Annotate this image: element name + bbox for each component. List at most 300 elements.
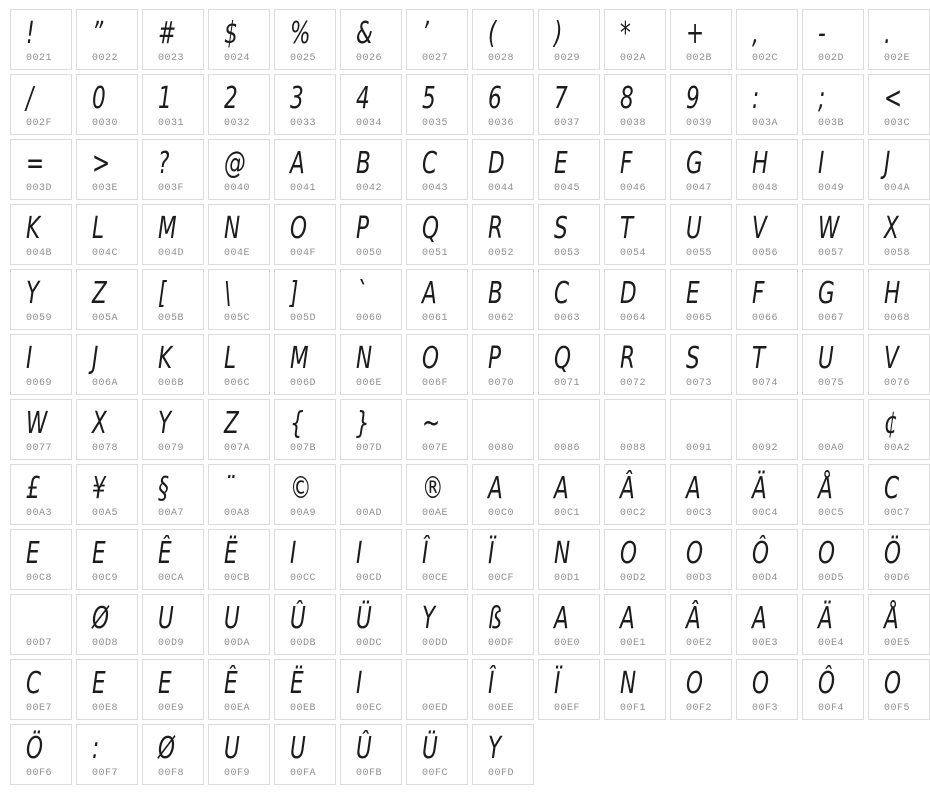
glyph-row xyxy=(8,72,930,137)
glyph-preview: Z xyxy=(92,276,107,311)
glyph-cell xyxy=(142,74,204,135)
unicode-code-label: 00F8 xyxy=(158,768,185,779)
glyph-cell xyxy=(10,659,72,720)
glyph-preview: V xyxy=(752,211,767,246)
glyph-preview: Ô xyxy=(752,536,770,571)
glyph-preview: A xyxy=(488,471,503,506)
glyph-preview: Û xyxy=(356,731,372,766)
unicode-code-label: 00DF xyxy=(488,638,515,649)
glyph-cell xyxy=(670,139,732,200)
glyph-preview: ¥ xyxy=(92,471,106,506)
glyph-preview: ! xyxy=(26,16,35,51)
glyph-cell xyxy=(670,399,732,460)
unicode-code-label: 0040 xyxy=(224,183,251,194)
glyph-preview: ( xyxy=(488,16,497,51)
glyph-cell xyxy=(604,74,666,135)
glyph-preview: N xyxy=(554,536,571,571)
unicode-code-label: 003F xyxy=(158,183,185,194)
unicode-code-label: 00C1 xyxy=(554,508,581,519)
glyph-preview: E xyxy=(92,536,106,571)
glyph-preview: : xyxy=(752,81,760,116)
unicode-code-label: 0021 xyxy=(26,53,53,64)
unicode-code-label: 0058 xyxy=(884,248,911,259)
glyph-cell xyxy=(670,594,732,655)
unicode-code-label: 00DB xyxy=(290,638,317,649)
unicode-code-label: 007D xyxy=(356,443,383,454)
unicode-code-label: 005C xyxy=(224,313,251,324)
glyph-preview: Ö xyxy=(26,731,44,766)
glyph-preview: ; xyxy=(818,81,826,116)
glyph-preview: § xyxy=(158,471,169,506)
glyph-cell xyxy=(868,464,930,525)
unicode-code-label: 00D4 xyxy=(752,573,779,584)
unicode-code-label: 005A xyxy=(92,313,119,324)
glyph-cell xyxy=(142,139,204,200)
glyph-cell xyxy=(604,529,666,590)
glyph-preview: Q xyxy=(554,341,572,376)
glyph-preview: ® xyxy=(422,471,444,506)
unicode-code-label: 00C2 xyxy=(620,508,647,519)
glyph-cell xyxy=(340,204,402,265)
glyph-preview: P xyxy=(356,211,370,246)
unicode-code-label: 003A xyxy=(752,118,779,129)
unicode-code-label: 006E xyxy=(356,378,383,389)
glyph-cell xyxy=(472,594,534,655)
glyph-preview: = xyxy=(26,146,45,181)
glyph-cell xyxy=(274,464,336,525)
glyph-cell xyxy=(76,269,138,330)
unicode-code-label: 00F9 xyxy=(224,768,251,779)
glyph-preview: , xyxy=(752,16,759,51)
unicode-code-label: 00F2 xyxy=(686,703,713,714)
unicode-code-label: 004E xyxy=(224,248,251,259)
glyph-preview: T xyxy=(752,341,766,376)
unicode-code-label: 0065 xyxy=(686,313,713,324)
glyph-preview: Ä xyxy=(752,471,767,506)
glyph-cell xyxy=(406,399,468,460)
unicode-code-label: 0080 xyxy=(488,443,515,454)
glyph-cell xyxy=(802,269,864,330)
unicode-code-label: 00EE xyxy=(488,703,515,714)
unicode-code-label: 0063 xyxy=(554,313,581,324)
glyph-preview: O xyxy=(818,536,836,571)
unicode-code-label: 0024 xyxy=(224,53,251,64)
unicode-code-label: 003B xyxy=(818,118,845,129)
glyph-cell xyxy=(274,269,336,330)
glyph-cell xyxy=(10,139,72,200)
unicode-code-label: 00C0 xyxy=(488,508,515,519)
glyph-row xyxy=(8,527,930,592)
glyph-preview: O xyxy=(422,341,440,376)
glyph-preview: E xyxy=(554,146,568,181)
glyph-preview: A xyxy=(554,471,569,506)
glyph-cell xyxy=(802,204,864,265)
unicode-code-label: 00CA xyxy=(158,573,185,584)
glyph-preview: J xyxy=(92,341,99,376)
unicode-code-label: 0048 xyxy=(752,183,779,194)
unicode-code-label: 0076 xyxy=(884,378,911,389)
unicode-code-label: 006F xyxy=(422,378,449,389)
unicode-code-label: 004C xyxy=(92,248,119,259)
glyph-cell xyxy=(340,9,402,70)
glyph-cell xyxy=(472,269,534,330)
glyph-preview: C xyxy=(422,146,438,181)
unicode-code-label: 002D xyxy=(818,53,845,64)
unicode-code-label: 0052 xyxy=(488,248,515,259)
glyph-row xyxy=(8,332,930,397)
unicode-code-label: 0057 xyxy=(818,248,845,259)
glyph-preview: R xyxy=(620,341,636,376)
unicode-code-label: 0029 xyxy=(554,53,581,64)
unicode-code-label: 0069 xyxy=(26,378,53,389)
unicode-code-label: 006B xyxy=(158,378,185,389)
glyph-cell xyxy=(604,334,666,395)
glyph-preview: U xyxy=(818,341,834,376)
unicode-code-label: 0067 xyxy=(818,313,845,324)
glyph-cell xyxy=(274,529,336,590)
glyph-preview: 9 xyxy=(686,81,700,116)
glyph-cell xyxy=(604,464,666,525)
glyph-cell xyxy=(868,204,930,265)
glyph-preview: Ø xyxy=(158,731,176,766)
glyph-preview: £ xyxy=(26,471,40,506)
glyph-preview: Ü xyxy=(356,601,372,636)
glyph-cell xyxy=(406,74,468,135)
glyph-cell xyxy=(736,659,798,720)
glyph-cell xyxy=(10,74,72,135)
glyph-preview: ” xyxy=(92,16,104,51)
unicode-code-label: 00D8 xyxy=(92,638,119,649)
glyph-cell xyxy=(274,204,336,265)
unicode-code-label: 00CE xyxy=(422,573,449,584)
glyph-preview: Û xyxy=(290,601,306,636)
glyph-cell xyxy=(736,399,798,460)
glyph-preview: E xyxy=(158,666,172,701)
unicode-code-label: 0026 xyxy=(356,53,383,64)
glyph-cell xyxy=(208,334,270,395)
unicode-code-label: 00DA xyxy=(224,638,251,649)
unicode-code-label: 007E xyxy=(422,443,449,454)
glyph-preview: I xyxy=(356,666,363,701)
glyph-cell xyxy=(274,139,336,200)
glyph-cell xyxy=(406,724,468,785)
glyph-preview: K xyxy=(26,211,41,246)
glyph-preview: 6 xyxy=(488,81,502,116)
unicode-code-label: 0074 xyxy=(752,378,779,389)
glyph-cell xyxy=(208,139,270,200)
unicode-code-label: 00C4 xyxy=(752,508,779,519)
unicode-code-label: 00E1 xyxy=(620,638,647,649)
glyph-preview: I xyxy=(290,536,297,571)
glyph-preview: D xyxy=(488,146,505,181)
unicode-code-label: 0035 xyxy=(422,118,449,129)
glyph-cell xyxy=(736,464,798,525)
unicode-code-label: 002C xyxy=(752,53,779,64)
glyph-preview: ? xyxy=(158,146,170,181)
glyph-cell xyxy=(736,139,798,200)
glyph-preview: W xyxy=(26,406,48,441)
unicode-code-label: 00DC xyxy=(356,638,383,649)
glyph-preview: L xyxy=(92,211,105,246)
glyph-preview: Ô xyxy=(818,666,836,701)
unicode-code-label: 00CB xyxy=(224,573,251,584)
glyph-preview: Z xyxy=(224,406,239,441)
unicode-code-label: 002E xyxy=(884,53,911,64)
glyph-preview: N xyxy=(620,666,637,701)
glyph-cell xyxy=(472,204,534,265)
unicode-code-label: 002F xyxy=(26,118,53,129)
glyph-cell xyxy=(736,9,798,70)
glyph-cell xyxy=(802,334,864,395)
glyph-cell xyxy=(76,74,138,135)
glyph-row xyxy=(8,137,930,202)
unicode-code-label: 0055 xyxy=(686,248,713,259)
unicode-code-label: 0064 xyxy=(620,313,647,324)
unicode-code-label: 0042 xyxy=(356,183,383,194)
glyph-cell xyxy=(274,9,336,70)
glyph-preview: U xyxy=(290,731,306,766)
glyph-preview: D xyxy=(620,276,637,311)
glyph-cell xyxy=(736,529,798,590)
unicode-code-label: 00F6 xyxy=(26,768,53,779)
glyph-preview: F xyxy=(620,146,633,181)
glyph-cell xyxy=(208,204,270,265)
glyph-cell xyxy=(670,659,732,720)
glyph-cell xyxy=(472,9,534,70)
unicode-code-label: 006D xyxy=(290,378,317,389)
glyph-cell xyxy=(142,399,204,460)
glyph-cell xyxy=(406,594,468,655)
glyph-cell xyxy=(736,204,798,265)
glyph-preview: Î xyxy=(422,536,429,571)
unicode-code-label: 00C5 xyxy=(818,508,845,519)
unicode-code-label: 0077 xyxy=(26,443,53,454)
glyph-preview: X xyxy=(92,406,107,441)
glyph-preview: : xyxy=(92,731,100,766)
unicode-code-label: 007B xyxy=(290,443,317,454)
glyph-preview: A xyxy=(752,601,767,636)
unicode-code-label: 00C7 xyxy=(884,508,911,519)
glyph-cell xyxy=(208,464,270,525)
glyph-cell xyxy=(208,74,270,135)
unicode-code-label: 0043 xyxy=(422,183,449,194)
glyph-cell xyxy=(142,204,204,265)
unicode-code-label: 00F7 xyxy=(92,768,119,779)
glyph-row xyxy=(8,267,930,332)
glyph-cell xyxy=(670,204,732,265)
unicode-code-label: 0051 xyxy=(422,248,449,259)
glyph-cell xyxy=(604,204,666,265)
glyph-preview: H xyxy=(752,146,769,181)
glyph-cell xyxy=(406,529,468,590)
glyph-row xyxy=(8,397,930,462)
glyph-cell xyxy=(670,9,732,70)
glyph-preview: G xyxy=(818,276,835,311)
unicode-code-label: 00E7 xyxy=(26,703,53,714)
unicode-code-label: 0023 xyxy=(158,53,185,64)
glyph-preview: E xyxy=(92,666,106,701)
glyph-preview: [ xyxy=(158,276,167,311)
unicode-code-label: 005B xyxy=(158,313,185,324)
unicode-code-label: 00EF xyxy=(554,703,581,714)
unicode-code-label: 00A9 xyxy=(290,508,317,519)
glyph-row xyxy=(8,592,930,657)
glyph-cell xyxy=(472,529,534,590)
glyph-preview: { xyxy=(290,406,304,441)
unicode-code-label: 0045 xyxy=(554,183,581,194)
glyph-cell xyxy=(76,399,138,460)
unicode-code-label: 0044 xyxy=(488,183,515,194)
glyph-cell xyxy=(868,334,930,395)
unicode-code-label: 00D2 xyxy=(620,573,647,584)
glyph-preview: N xyxy=(356,341,373,376)
glyph-cell xyxy=(868,74,930,135)
glyph-cell xyxy=(538,529,600,590)
glyph-cell xyxy=(76,529,138,590)
unicode-code-label: 0054 xyxy=(620,248,647,259)
glyph-cell xyxy=(406,464,468,525)
glyph-cell xyxy=(472,464,534,525)
glyph-cell xyxy=(670,464,732,525)
glyph-cell xyxy=(538,659,600,720)
unicode-code-label: 0028 xyxy=(488,53,515,64)
unicode-code-label: 0030 xyxy=(92,118,119,129)
glyph-preview: ¢ xyxy=(884,406,898,441)
glyph-preview: H xyxy=(884,276,901,311)
glyph-preview: Å xyxy=(818,471,833,506)
glyph-preview: U xyxy=(224,601,240,636)
glyph-cell xyxy=(802,139,864,200)
unicode-code-label: 0053 xyxy=(554,248,581,259)
glyph-preview: 8 xyxy=(620,81,634,116)
unicode-code-label: 0091 xyxy=(686,443,713,454)
glyph-cell xyxy=(604,9,666,70)
unicode-code-label: 00C9 xyxy=(92,573,119,584)
glyph-preview: 0 xyxy=(92,81,106,116)
glyph-preview: * xyxy=(620,16,631,51)
glyph-cell xyxy=(10,724,72,785)
glyph-cell xyxy=(670,334,732,395)
glyph-cell xyxy=(538,399,600,460)
unicode-code-label: 0059 xyxy=(26,313,53,324)
unicode-code-label: 0073 xyxy=(686,378,713,389)
unicode-code-label: 00CD xyxy=(356,573,383,584)
unicode-code-label: 004F xyxy=(290,248,317,259)
unicode-code-label: 00A5 xyxy=(92,508,119,519)
glyph-cell xyxy=(76,724,138,785)
glyph-cell xyxy=(76,139,138,200)
unicode-code-label: 0078 xyxy=(92,443,119,454)
glyph-cell xyxy=(538,334,600,395)
glyph-cell xyxy=(802,74,864,135)
glyph-cell xyxy=(604,594,666,655)
glyph-preview: N xyxy=(224,211,241,246)
unicode-code-label: 0047 xyxy=(686,183,713,194)
glyph-preview: / xyxy=(26,81,34,116)
glyph-cell xyxy=(10,269,72,330)
unicode-code-label: 00FD xyxy=(488,768,515,779)
unicode-code-label: 00D7 xyxy=(26,638,53,649)
glyph-cell xyxy=(340,139,402,200)
glyph-cell xyxy=(868,269,930,330)
unicode-code-label: 00A0 xyxy=(818,443,845,454)
glyph-preview: Ê xyxy=(158,536,172,571)
unicode-code-label: 0041 xyxy=(290,183,317,194)
glyph-cell xyxy=(142,594,204,655)
glyph-preview: W xyxy=(818,211,840,246)
glyph-cell xyxy=(736,334,798,395)
glyph-preview: Î xyxy=(488,666,495,701)
glyph-preview: ` xyxy=(356,276,367,311)
glyph-cell xyxy=(670,529,732,590)
glyph-preview: Q xyxy=(422,211,440,246)
unicode-code-label: 0027 xyxy=(422,53,449,64)
glyph-cell xyxy=(10,334,72,395)
unicode-code-label: 0071 xyxy=(554,378,581,389)
unicode-code-label: 00D1 xyxy=(554,573,581,584)
glyph-preview: B xyxy=(488,276,503,311)
unicode-code-label: 0060 xyxy=(356,313,383,324)
glyph-cell xyxy=(802,529,864,590)
glyph-preview: Y xyxy=(422,601,436,636)
glyph-cell xyxy=(472,334,534,395)
glyph-cell xyxy=(802,399,864,460)
glyph-cell xyxy=(142,334,204,395)
glyph-cell xyxy=(538,464,600,525)
glyph-preview: ß xyxy=(488,601,502,636)
glyph-cell xyxy=(76,464,138,525)
glyph-cell xyxy=(274,399,336,460)
glyph-preview: S xyxy=(554,211,568,246)
glyph-preview: . xyxy=(884,16,891,51)
unicode-code-label: 004A xyxy=(884,183,911,194)
unicode-code-label: 0034 xyxy=(356,118,383,129)
glyph-cell xyxy=(76,334,138,395)
unicode-code-label: 0032 xyxy=(224,118,251,129)
glyph-preview: 5 xyxy=(422,81,436,116)
unicode-code-label: 00A3 xyxy=(26,508,53,519)
unicode-code-label: 002B xyxy=(686,53,713,64)
unicode-code-label: 00F3 xyxy=(752,703,779,714)
unicode-code-label: 0025 xyxy=(290,53,317,64)
glyph-preview: A xyxy=(554,601,569,636)
glyph-cell xyxy=(10,464,72,525)
unicode-code-label: 00E9 xyxy=(158,703,185,714)
glyph-preview: G xyxy=(686,146,703,181)
glyph-cell xyxy=(208,724,270,785)
unicode-code-label: 00FA xyxy=(290,768,317,779)
glyph-preview: O xyxy=(884,666,902,701)
unicode-code-label: 0022 xyxy=(92,53,119,64)
glyph-cell xyxy=(142,724,204,785)
unicode-code-label: 0050 xyxy=(356,248,383,259)
glyph-cell xyxy=(604,399,666,460)
glyph-cell xyxy=(10,9,72,70)
glyph-preview: ’ xyxy=(422,16,429,51)
glyph-preview: J xyxy=(884,146,891,181)
glyph-cell xyxy=(340,724,402,785)
glyph-cell xyxy=(406,9,468,70)
glyph-cell xyxy=(76,594,138,655)
glyph-cell xyxy=(208,9,270,70)
glyph-preview: Ï xyxy=(488,536,495,571)
glyph-cell xyxy=(340,659,402,720)
unicode-code-label: 0070 xyxy=(488,378,515,389)
glyph-cell xyxy=(142,464,204,525)
glyph-preview: U xyxy=(224,731,240,766)
glyph-preview: Ë xyxy=(290,666,304,701)
glyph-preview: \ xyxy=(224,276,232,311)
